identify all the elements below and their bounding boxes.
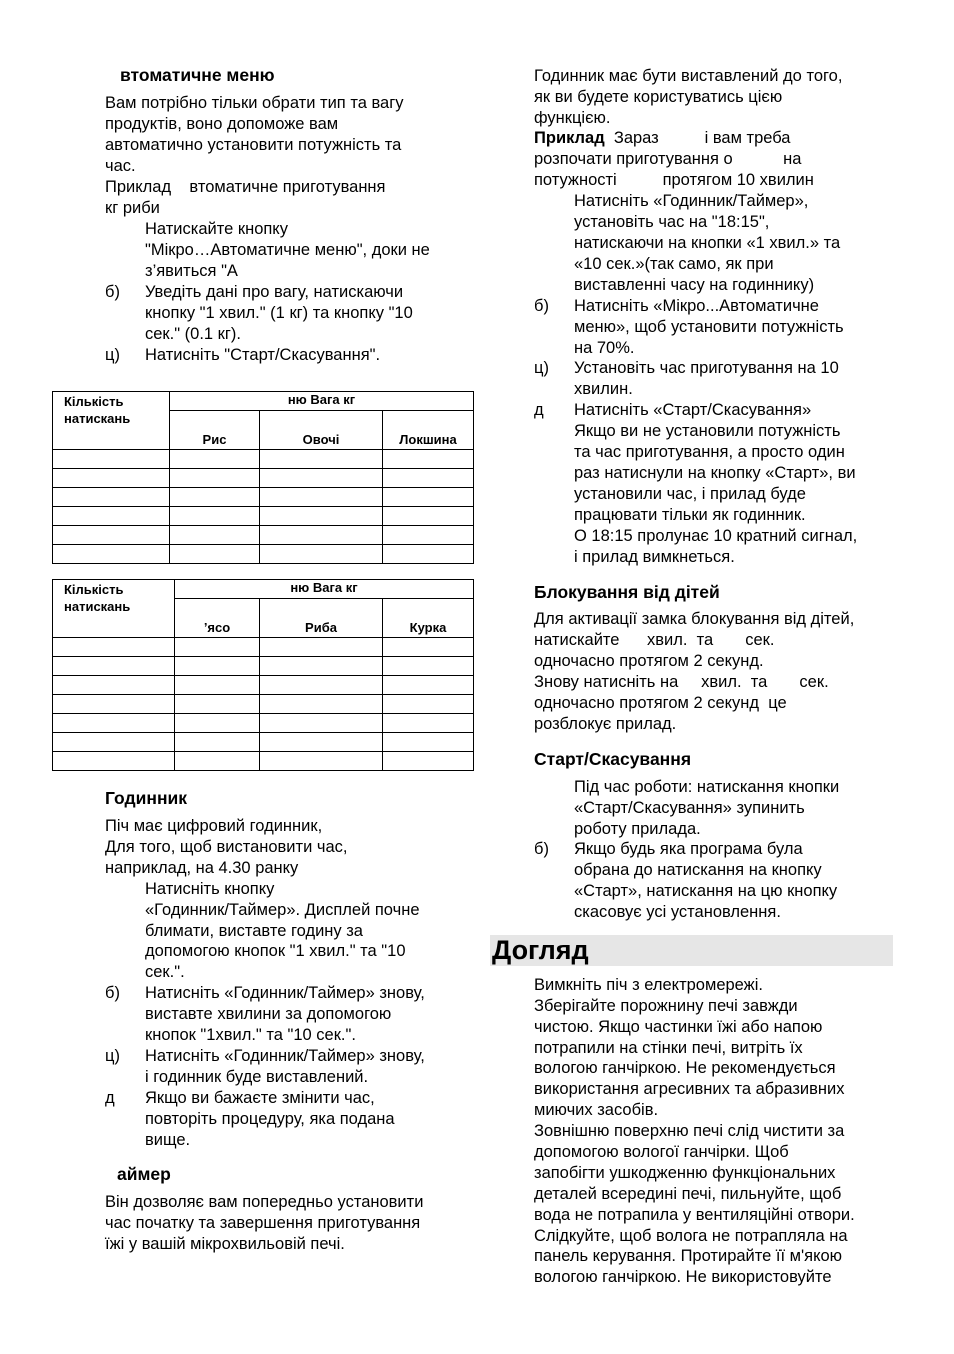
table-row bbox=[53, 469, 474, 488]
table-row bbox=[53, 450, 474, 469]
table-row bbox=[53, 733, 474, 752]
table-row bbox=[53, 714, 474, 733]
col-noodles: Локшина bbox=[383, 411, 474, 450]
presses-header: Кількість натискань bbox=[53, 580, 175, 638]
table-row bbox=[53, 657, 474, 676]
care-title: Догляд bbox=[492, 935, 589, 965]
auto-menu-heading: втоматичне меню bbox=[120, 65, 275, 85]
col-rice: Рис bbox=[170, 411, 260, 450]
table-row bbox=[53, 695, 474, 714]
table-row bbox=[53, 638, 474, 657]
weight-table-2 bbox=[52, 579, 474, 771]
table-row bbox=[53, 507, 474, 526]
clock-heading: Годинник bbox=[105, 788, 188, 808]
table-row bbox=[53, 488, 474, 507]
child-lock-heading: Блокування від дітей bbox=[534, 582, 720, 602]
table-row bbox=[53, 752, 474, 771]
table-row bbox=[53, 526, 474, 545]
start-cancel-heading: Старт/Скасування bbox=[534, 749, 692, 769]
col-vegetables: Овочі bbox=[260, 411, 383, 450]
presses-header: Кількість натискань bbox=[53, 392, 170, 450]
weight-group-header: ню Вага кг bbox=[175, 580, 474, 599]
col-meat: ’ясо bbox=[175, 599, 260, 638]
weight-table-1 bbox=[52, 391, 474, 564]
col-fish: Риба bbox=[260, 599, 383, 638]
table-row bbox=[53, 676, 474, 695]
timer-heading: аймер bbox=[117, 1164, 171, 1184]
col-chicken: Курка bbox=[383, 599, 474, 638]
weight-group-header: ню Вага кг bbox=[170, 392, 474, 411]
table-row bbox=[53, 545, 474, 564]
